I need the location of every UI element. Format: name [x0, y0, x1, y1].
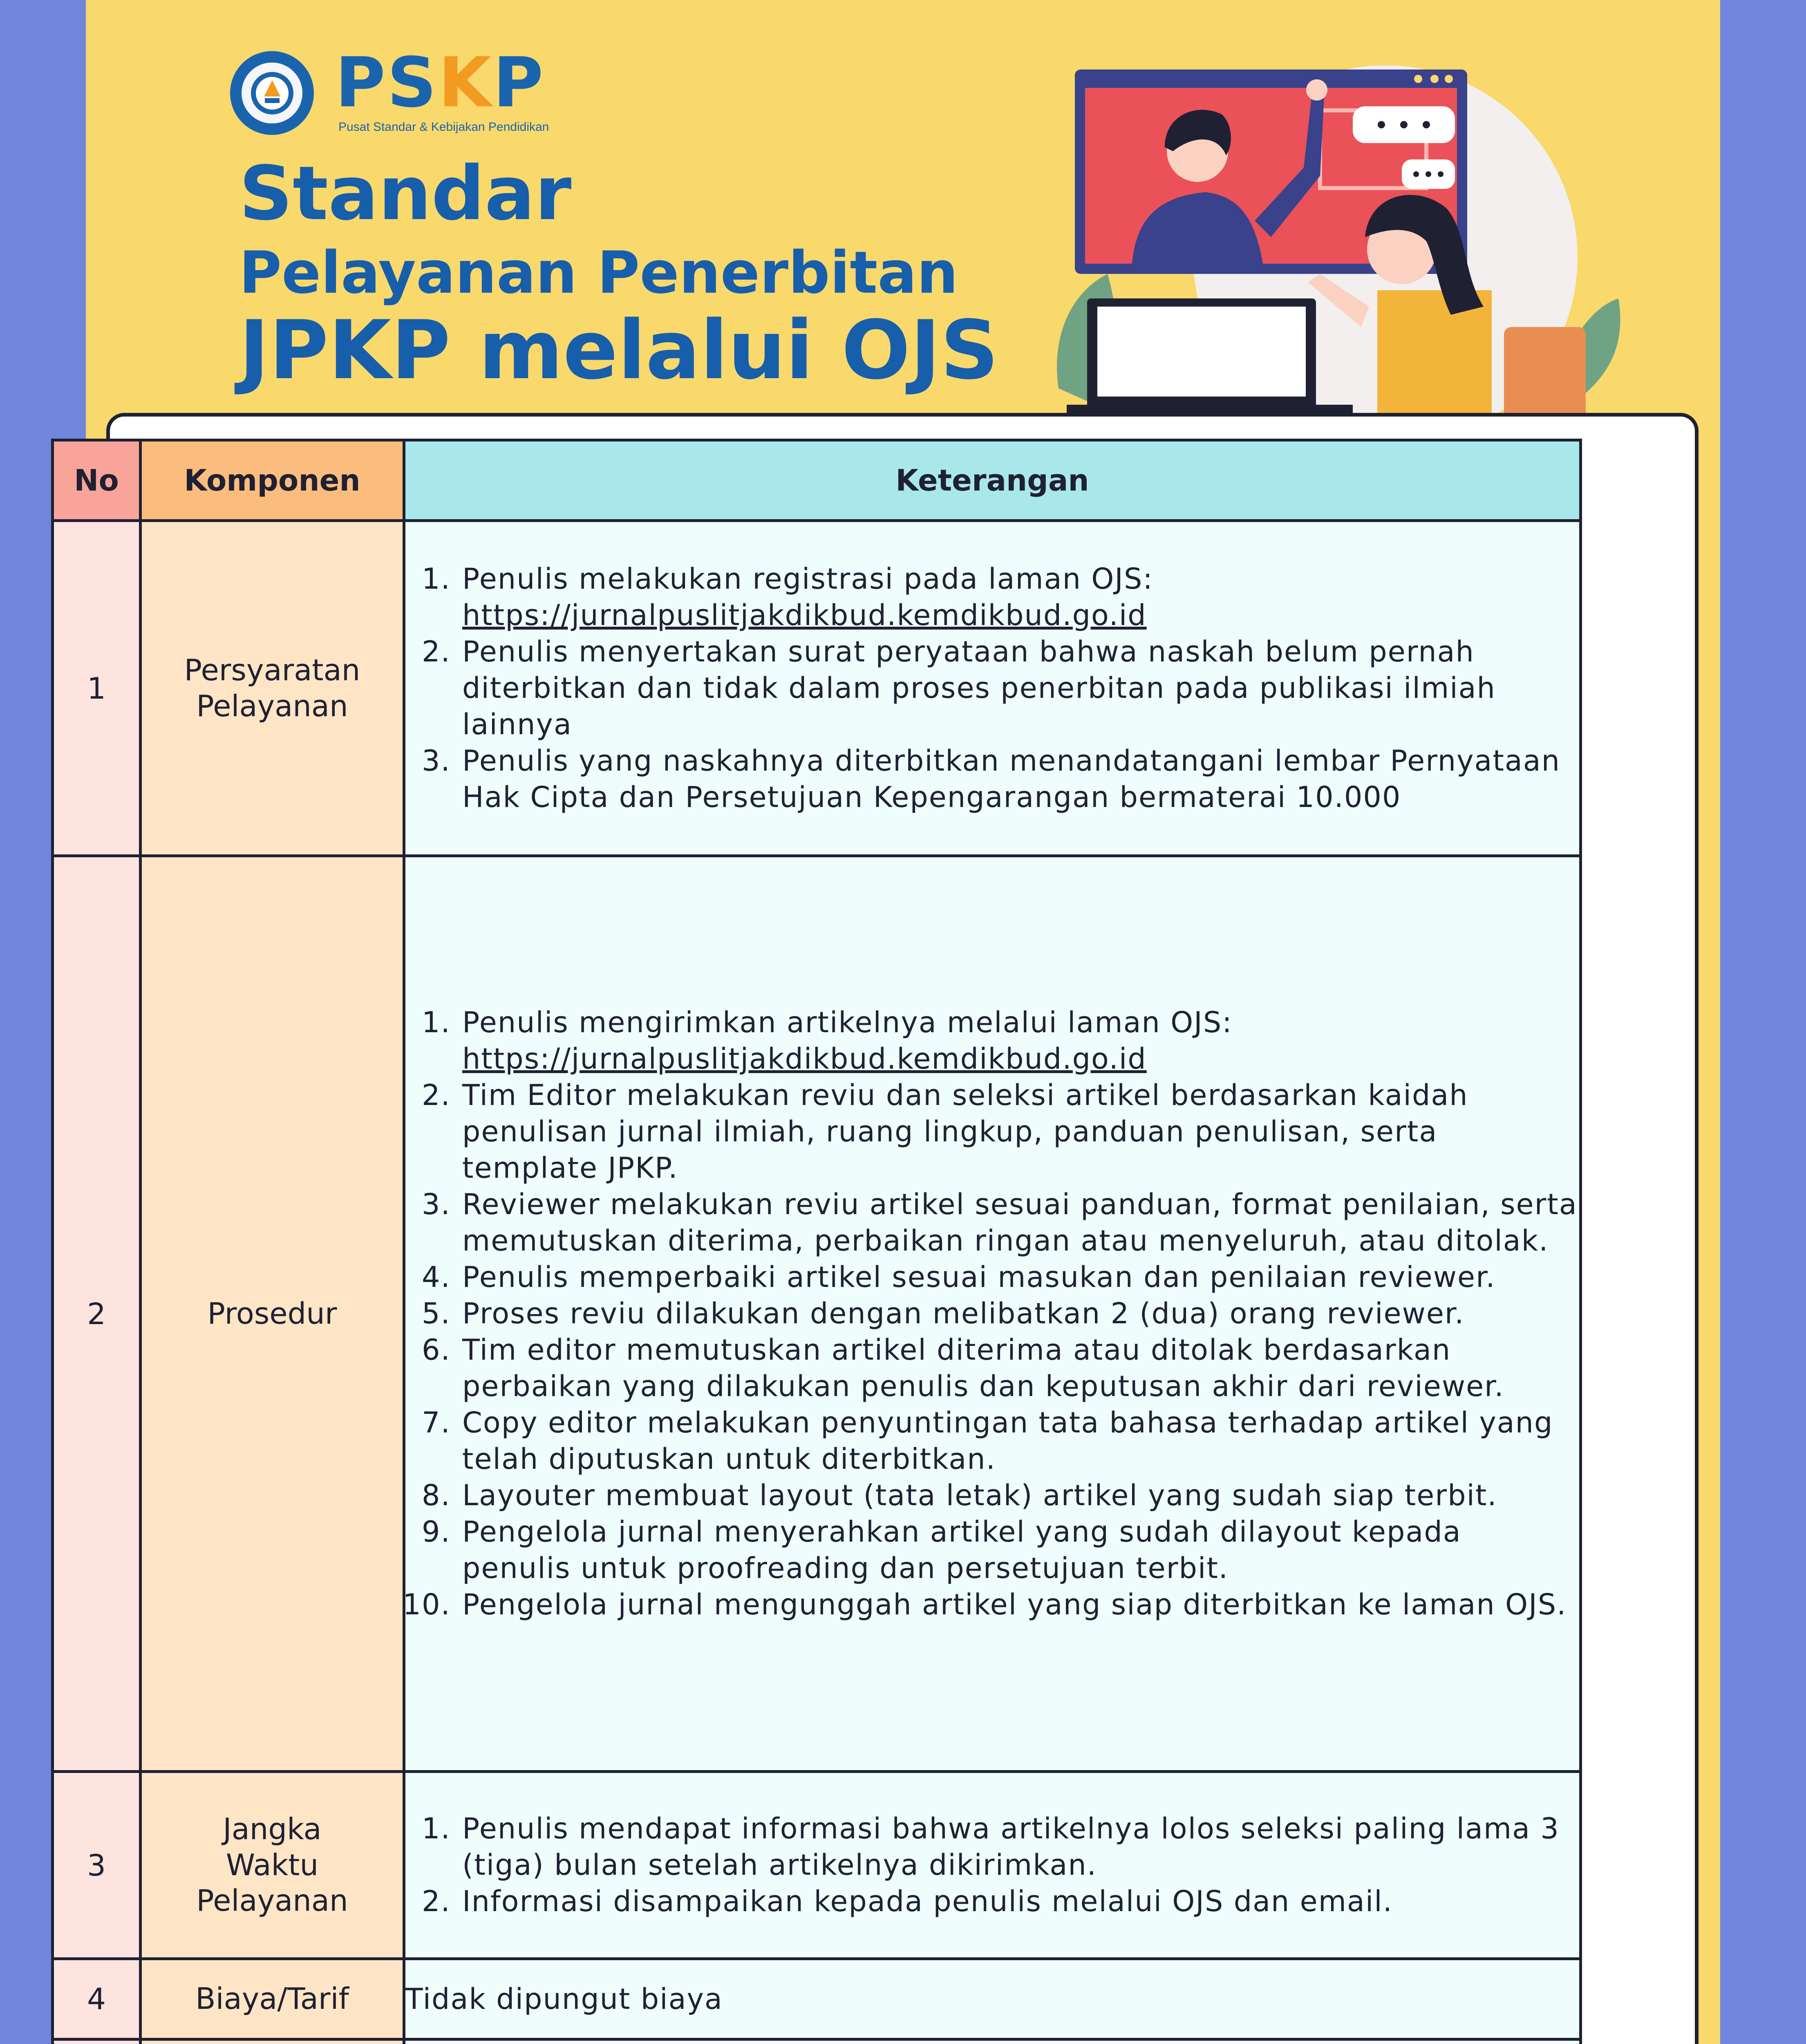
list-item: 3. Reviewer melakukan reviu artikel sesuai panduan, format penilaian, serta memutuskan diterima, perbaikan ringan atau menyeluruh, atau ditolak.	[461, 1186, 1579, 1259]
title-line-1: Standar	[239, 150, 572, 237]
row-number: 4	[53, 1959, 141, 2040]
row-keterangan	[404, 1959, 1581, 2040]
list-item: 9. Pengelola jurnal menyerahkan artikel yang sudah dilayout kepada penulis untuk proofreading dan persetujuan terbit.	[461, 1514, 1579, 1587]
row-keterangan	[404, 856, 1581, 1772]
title-line-3: JPKP melalui OJS	[239, 303, 999, 397]
table-row	[53, 1959, 1581, 2040]
list-item: 2. Informasi disampaikan kepada penulis melalui OJS dan email.	[461, 1883, 1579, 1920]
video-call-illustration	[1026, 45, 1647, 444]
row-number	[53, 2040, 141, 2044]
row-komponen: Persyaratan Pelayanan	[141, 521, 404, 856]
list-item: 10. Pengelola jurnal mengunggah artikel yang siap diterbitkan ke laman OJS.	[461, 1587, 1579, 1623]
logo-subtitle: Pusat Standar & Kebijakan Pendidikan	[338, 120, 549, 134]
table-row	[53, 856, 1581, 1772]
row-komponen: Prosedur	[141, 856, 404, 1772]
title-line-2: Pelayanan Penerbitan	[239, 239, 958, 307]
table-row	[53, 1772, 1581, 1959]
list-item: 2. Tim Editor melakukan reviu dan seleksi artikel berdasarkan kaidah penulisan jurnal ilmiah, ruang lingkup, panduan penulisan, serta template JPKP.	[461, 1077, 1579, 1186]
plain-text: Tidak dipungut biaya	[405, 1982, 723, 2016]
kemdikbud-emblem-icon	[230, 51, 314, 135]
list-item: 5. Proses reviu dilakukan dengan melibatkan 2 (dua) orang reviewer.	[461, 1295, 1579, 1332]
column-header-no: No	[53, 440, 141, 521]
row-number: 2	[53, 856, 141, 1772]
row-keterangan	[404, 2040, 1581, 2044]
list-item: 3. Penulis yang naskahnya diterbitkan menandatangani lembar Pernyataan Hak Cipta dan Persetujuan Kepengarangan bermaterai 10.000	[461, 743, 1579, 816]
table-row	[53, 521, 1581, 856]
list-item: 7. Copy editor melakukan penyuntingan tata bahasa terhadap artikel yang telah diputuskan untuk diterbitkan.	[461, 1405, 1579, 1477]
list-item: 1. Penulis melakukan registrasi pada laman OJS: https://jurnalpuslitjakdikbud.kemdikbud.go.id	[461, 561, 1579, 634]
list-item: 4. Penulis memperbaiki artikel sesuai masukan dan penilaian reviewer.	[461, 1259, 1579, 1295]
list-item: 8. Layouter membuat layout (tata letak) artikel yang sudah siap terbit.	[461, 1477, 1579, 1514]
service-standards-table	[51, 439, 1582, 2044]
ojs-link[interactable]: https://jurnalpuslitjakdikbud.kemdikbud.go.id	[462, 598, 1147, 632]
table-header-row	[53, 440, 1581, 521]
column-header-keterangan: Keterangan	[404, 440, 1581, 521]
list-item: 1. Penulis mengirimkan artikelnya melalui laman OJS: https://jurnalpuslitjakdikbud.kemdikbud.go.id	[461, 1004, 1579, 1077]
row-keterangan	[404, 1772, 1581, 1959]
row-komponen: Jangka Waktu Pelayanan	[141, 1772, 404, 1959]
row-number: 1	[53, 521, 141, 856]
list-item: 6. Tim editor memutuskan artikel diterima atau ditolak berdasarkan perbaikan yang dilakukan penulis dan keputusan akhir dari reviewer.	[461, 1332, 1579, 1405]
ojs-link[interactable]: https://jurnalpuslitjakdikbud.kemdikbud.go.id	[462, 1042, 1147, 1076]
row-keterangan	[404, 521, 1581, 856]
pskp-logo-wordmark: PSKP	[335, 43, 545, 123]
row-komponen: Biaya/Tarif	[141, 1959, 404, 2040]
row-number: 3	[53, 1772, 141, 1959]
row-komponen	[141, 2040, 404, 2044]
list-item: 1. Penulis mendapat informasi bahwa artikelnya lolos seleksi paling lama 3 (tiga) bulan setelah artikelnya dikirimkan.	[461, 1811, 1579, 1883]
table-row	[53, 2040, 1581, 2044]
list-item: 2. Penulis menyertakan surat peryataan bahwa naskah belum pernah diterbitkan dan tidak dalam proses penerbitan pada publikasi ilmiah lainnya	[461, 634, 1579, 743]
column-header-komponen: Komponen	[141, 440, 404, 521]
